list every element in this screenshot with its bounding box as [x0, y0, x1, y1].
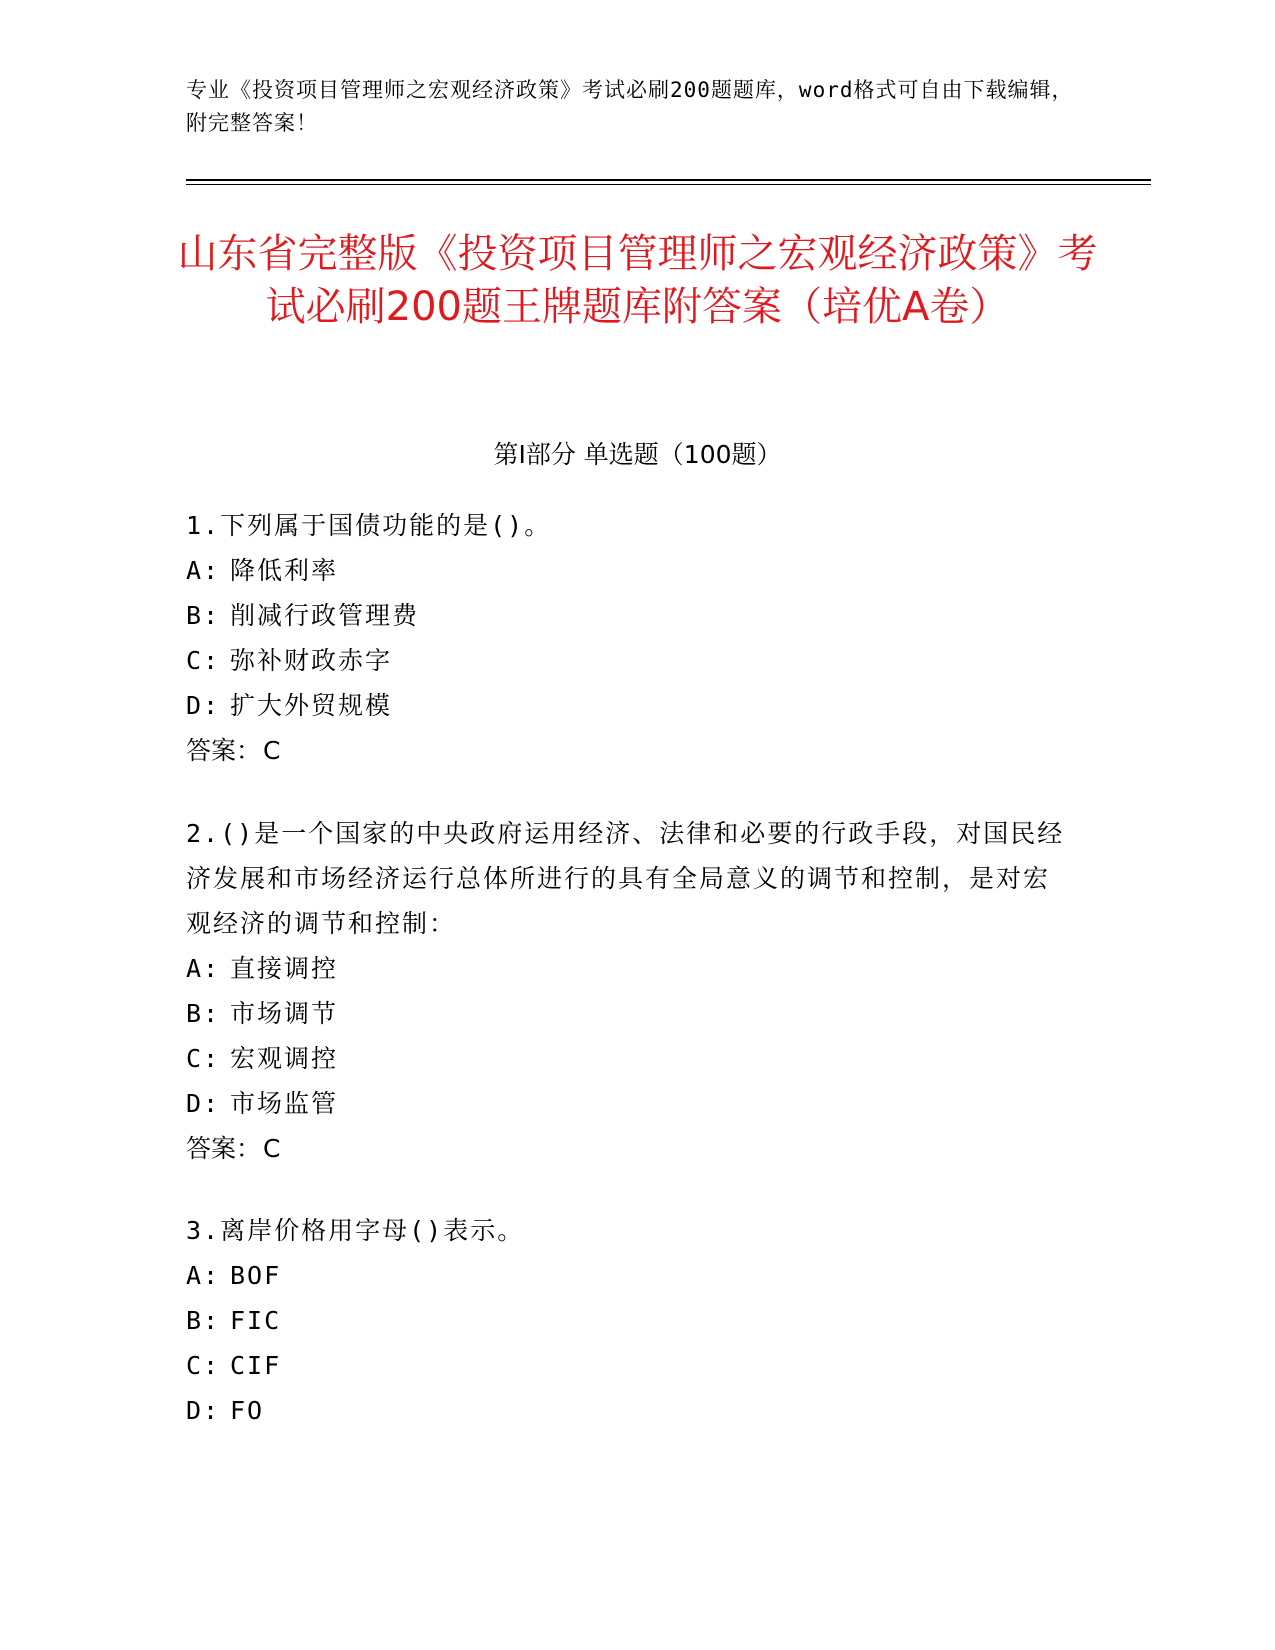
option-text: 市场监管: [230, 1089, 339, 1118]
option-text: CIF: [230, 1351, 282, 1380]
option-key: B:: [186, 1306, 221, 1335]
question-2: [186, 811, 1066, 1171]
option-text: 降低利率: [230, 556, 339, 585]
option-c: [186, 1343, 1066, 1388]
question-stem: 2.()是一个国家的中央政府运用经济、法律和必要的行政手段，对国民经济发展和市场经济运行总体所进行的具有全局意义的调节和控制，是对宏观经济的调节和控制：: [186, 819, 1065, 938]
option-b: [186, 1298, 1066, 1343]
header-divider-thin: [186, 184, 1151, 185]
header-note: 专业《投资项目管理师之宏观经济政策》考试必刷200题题库，word格式可自由下载编辑，附完整答案！: [186, 78, 1074, 135]
option-text: 市场调节: [230, 999, 339, 1028]
option-b: [186, 991, 1066, 1036]
question-stem: 3.离岸价格用字母()表示。: [186, 1216, 525, 1245]
question-1: [186, 503, 1066, 773]
option-text: 弥补财政赤字: [230, 646, 393, 675]
section-title: 第I部分 单选题（100题）: [493, 440, 782, 469]
option-key: C:: [186, 1351, 221, 1380]
option-key: C:: [186, 646, 221, 675]
header-divider-thick: [186, 179, 1151, 181]
option-text: 直接调控: [230, 954, 339, 983]
option-key: A:: [186, 954, 221, 983]
answer-label: 答案：: [186, 1134, 262, 1163]
option-text: 削减行政管理费: [230, 601, 420, 630]
option-text: FO: [230, 1396, 265, 1425]
document-title: 山东省完整版《投资项目管理师之宏观经济政策》考试必刷200题王牌题库附答案（培优A卷）: [177, 231, 1098, 330]
option-c: [186, 638, 1066, 683]
option-key: B:: [186, 601, 221, 630]
answer-value: C: [263, 736, 281, 765]
option-text: BOF: [230, 1261, 282, 1290]
option-text: 扩大外贸规模: [230, 691, 393, 720]
option-d: [186, 683, 1066, 728]
option-a: [186, 548, 1066, 593]
option-key: D:: [186, 691, 221, 720]
option-d: [186, 1388, 1066, 1433]
option-c: [186, 1036, 1066, 1081]
option-key: C:: [186, 1044, 221, 1073]
option-text: FIC: [230, 1306, 282, 1335]
option-key: D:: [186, 1396, 221, 1425]
answer-value: C: [263, 1134, 281, 1163]
option-key: D:: [186, 1089, 221, 1118]
option-key: A:: [186, 1261, 221, 1290]
option-key: B:: [186, 999, 221, 1028]
question-stem: 1.下列属于国债功能的是()。: [186, 511, 552, 540]
option-d: [186, 1081, 1066, 1126]
option-a: [186, 1253, 1066, 1298]
answer: [186, 1126, 1066, 1171]
option-text: 宏观调控: [230, 1044, 339, 1073]
question-3: [186, 1208, 1066, 1433]
option-b: [186, 593, 1066, 638]
option-key: A:: [186, 556, 221, 585]
answer-label: 答案：: [186, 736, 262, 765]
option-a: [186, 946, 1066, 991]
answer: [186, 728, 1066, 773]
